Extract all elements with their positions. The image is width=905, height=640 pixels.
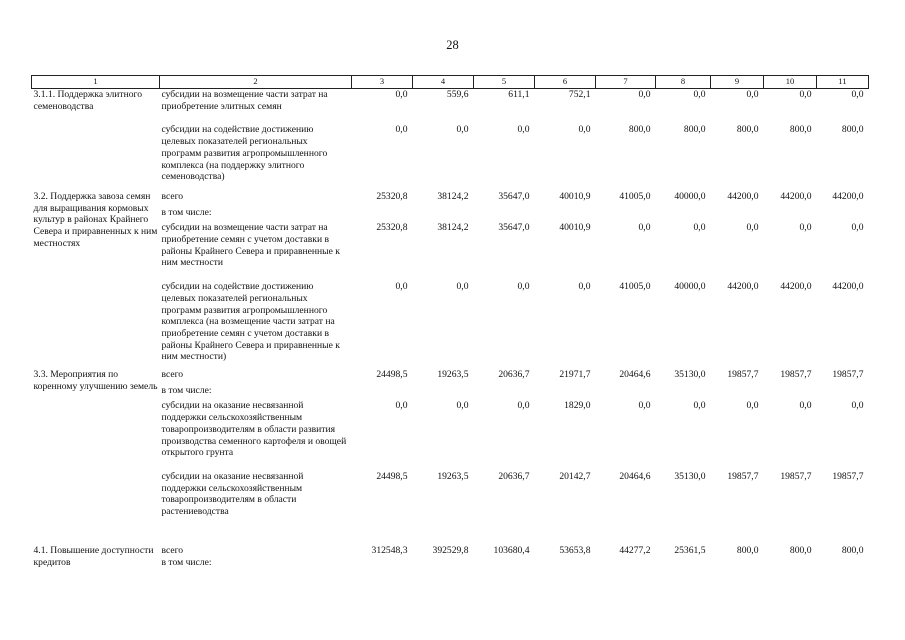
row-description: в том числе:: [161, 384, 212, 396]
value-cell: 0,0: [395, 89, 408, 100]
value-cell: [711, 207, 764, 223]
value-cell: [656, 557, 711, 569]
budget-table: [31, 75, 869, 568]
program-measure-title: 3.2. Поддержка завоза семян для выращивания кормовых культур в районах Крайнего Севера и приравненных к ним местностях: [33, 190, 158, 249]
row-description: субсидии на содействие достижению целевых показателей региональных программ развития агропромышленного комплекса (на возмещение части затрат на приобретение семян с учетом доставки в районы Крайнего Севера и приравненные к ним местности): [161, 281, 340, 363]
row-description: всего: [161, 369, 184, 381]
value-cell: 0,0: [851, 222, 864, 234]
value-cell: 44200,0: [780, 190, 812, 202]
value-cell: 44200,0: [780, 281, 812, 293]
value-cell: 103680,4: [493, 544, 530, 556]
value-cell: 0,0: [395, 281, 408, 293]
value-cell: [413, 385, 474, 401]
value-cell: 44200,0: [832, 190, 864, 202]
value-cell: 40010,9: [559, 222, 591, 234]
value-cell: 19857,7: [727, 369, 759, 381]
value-cell: 44277,2: [619, 544, 651, 556]
value-cell: 35647,0: [498, 190, 530, 202]
value-cell: [817, 385, 869, 401]
value-cell: [656, 207, 711, 223]
column-header: 10: [764, 76, 817, 89]
value-cell: 800,0: [683, 124, 706, 136]
row-description: в том числе:: [161, 206, 212, 218]
value-cell: 392529,8: [432, 544, 469, 556]
program-measure-title: 3.1.1. Поддержка элитного семеноводства: [33, 89, 143, 112]
value-cell: [764, 207, 817, 223]
value-cell: 53653,8: [559, 544, 591, 556]
value-cell: [352, 557, 413, 569]
value-cell: 0,0: [693, 222, 706, 234]
row-description: субсидии на содействие достижению целевых показателей региональных программ развития агропромышленного комплекса (на поддержку элитного семеноводства): [161, 124, 328, 183]
value-cell: [596, 385, 656, 401]
value-cell: 312548,3: [371, 544, 408, 556]
row-description: всего: [161, 190, 184, 202]
value-cell: 44200,0: [727, 281, 759, 293]
page-number: 28: [446, 38, 459, 52]
column-number-header: [32, 76, 869, 89]
value-cell: [413, 557, 474, 569]
spacer-cell: [32, 532, 869, 545]
row-description: субсидии на оказание несвязанной поддержки сельскохозяйственным товаропроизводителям в области растениеводства: [161, 470, 304, 518]
value-cell: 19857,7: [780, 369, 812, 381]
value-cell: 0,0: [799, 222, 812, 234]
value-cell: 35130,0: [674, 470, 706, 482]
row-description: в том числе:: [161, 556, 212, 568]
value-cell: 0,0: [395, 400, 408, 412]
value-cell: [817, 557, 869, 569]
value-cell: 19263,5: [437, 369, 469, 381]
value-cell: [413, 207, 474, 223]
value-cell: 19263,5: [437, 470, 469, 482]
value-cell: 0,0: [456, 124, 469, 136]
value-cell: [711, 385, 764, 401]
value-cell: 20636,7: [498, 369, 530, 381]
value-cell: 20142,7: [559, 470, 591, 482]
table-row: [32, 89, 869, 125]
row-description: всего: [161, 544, 184, 556]
column-header: 11: [817, 76, 869, 89]
row-description: субсидии на оказание несвязанной поддержки сельскохозяйственным товаропроизводителям в области развития производства семенного картофеля и овощей открытого грунта: [161, 400, 347, 459]
value-cell: 0,0: [851, 89, 864, 100]
value-cell: [764, 557, 817, 569]
value-cell: [352, 385, 413, 401]
value-cell: 0,0: [799, 89, 812, 100]
value-cell: 0,0: [693, 89, 706, 100]
column-header: 1: [32, 76, 160, 89]
value-cell: 800,0: [628, 124, 651, 136]
value-cell: 0,0: [517, 400, 530, 412]
value-cell: 0,0: [456, 400, 469, 412]
value-cell: 35130,0: [674, 369, 706, 381]
value-cell: 0,0: [517, 124, 530, 136]
value-cell: 20636,7: [498, 470, 530, 482]
value-cell: 800,0: [736, 124, 759, 136]
column-header: 6: [535, 76, 596, 89]
value-cell: 0,0: [517, 281, 530, 293]
value-cell: [474, 207, 535, 223]
value-cell: 44200,0: [832, 281, 864, 293]
value-cell: 0,0: [456, 281, 469, 293]
table-row: [32, 369, 869, 385]
value-cell: 800,0: [841, 544, 864, 556]
table-row: [32, 545, 869, 557]
value-cell: 38124,2: [437, 190, 469, 202]
value-cell: 38124,2: [437, 222, 469, 234]
column-header: 8: [656, 76, 711, 89]
value-cell: 24498,5: [376, 369, 408, 381]
value-cell: 41005,0: [619, 190, 651, 202]
value-cell: 40000,0: [674, 190, 706, 202]
value-cell: 800,0: [736, 544, 759, 556]
value-cell: 0,0: [799, 400, 812, 412]
value-cell: 25361,5: [674, 544, 706, 556]
value-cell: [656, 385, 711, 401]
column-header: 7: [596, 76, 656, 89]
value-cell: [535, 557, 596, 569]
value-cell: 0,0: [638, 400, 651, 412]
value-cell: 0,0: [851, 400, 864, 412]
value-cell: 0,0: [693, 400, 706, 412]
value-cell: 25320,8: [376, 190, 408, 202]
spacer-row: [32, 532, 869, 545]
row-description: субсидии на возмещение части затрат на приобретение семян с учетом доставки в районы Крайнего Севера и приравненные к ним местности: [161, 222, 340, 269]
column-header: 4: [413, 76, 474, 89]
value-cell: [474, 385, 535, 401]
value-cell: 1829,0: [564, 400, 591, 412]
value-cell: 0,0: [395, 124, 408, 136]
value-cell: 611,1: [508, 89, 530, 100]
value-cell: 0,0: [638, 89, 651, 100]
value-cell: 800,0: [789, 124, 812, 136]
value-cell: [535, 207, 596, 223]
value-cell: 0,0: [746, 400, 759, 412]
value-cell: [535, 385, 596, 401]
value-cell: 0,0: [746, 89, 759, 100]
value-cell: 20464,6: [619, 470, 651, 482]
value-cell: 19857,7: [832, 470, 864, 482]
value-cell: 35647,0: [498, 222, 530, 234]
program-measure-title: 4.1. Повышение доступности кредитов: [33, 544, 154, 568]
value-cell: 800,0: [841, 124, 864, 136]
value-cell: 559,6: [446, 89, 469, 100]
column-header: 9: [711, 76, 764, 89]
value-cell: 24498,5: [376, 470, 408, 482]
value-cell: [474, 557, 535, 569]
column-header: 5: [474, 76, 535, 89]
value-cell: [764, 385, 817, 401]
value-cell: 44200,0: [727, 190, 759, 202]
value-cell: 19857,7: [780, 470, 812, 482]
value-cell: 25320,8: [376, 222, 408, 234]
row-description: субсидии на возмещение части затрат на приобретение элитных семян: [161, 89, 328, 112]
value-cell: 752,1: [568, 89, 591, 100]
value-cell: 20464,6: [619, 369, 651, 381]
value-cell: 19857,7: [832, 369, 864, 381]
value-cell: 41005,0: [619, 281, 651, 293]
value-cell: 19857,7: [727, 470, 759, 482]
value-cell: 0,0: [746, 222, 759, 234]
value-cell: 0,0: [578, 124, 591, 136]
value-cell: 800,0: [789, 544, 812, 556]
value-cell: 40000,0: [674, 281, 706, 293]
program-measure-title: 3.3. Мероприятия по коренному улучшению земель: [33, 369, 158, 392]
value-cell: [711, 557, 764, 569]
value-cell: [817, 207, 869, 223]
value-cell: 40010,9: [559, 190, 591, 202]
value-cell: [352, 207, 413, 223]
table-row: [32, 191, 869, 207]
column-header: 3: [352, 76, 413, 89]
value-cell: [596, 207, 656, 223]
value-cell: 21971,7: [559, 369, 591, 381]
column-header: 2: [160, 76, 352, 89]
value-cell: 0,0: [638, 222, 651, 234]
value-cell: [596, 557, 656, 569]
value-cell: 0,0: [578, 281, 591, 293]
